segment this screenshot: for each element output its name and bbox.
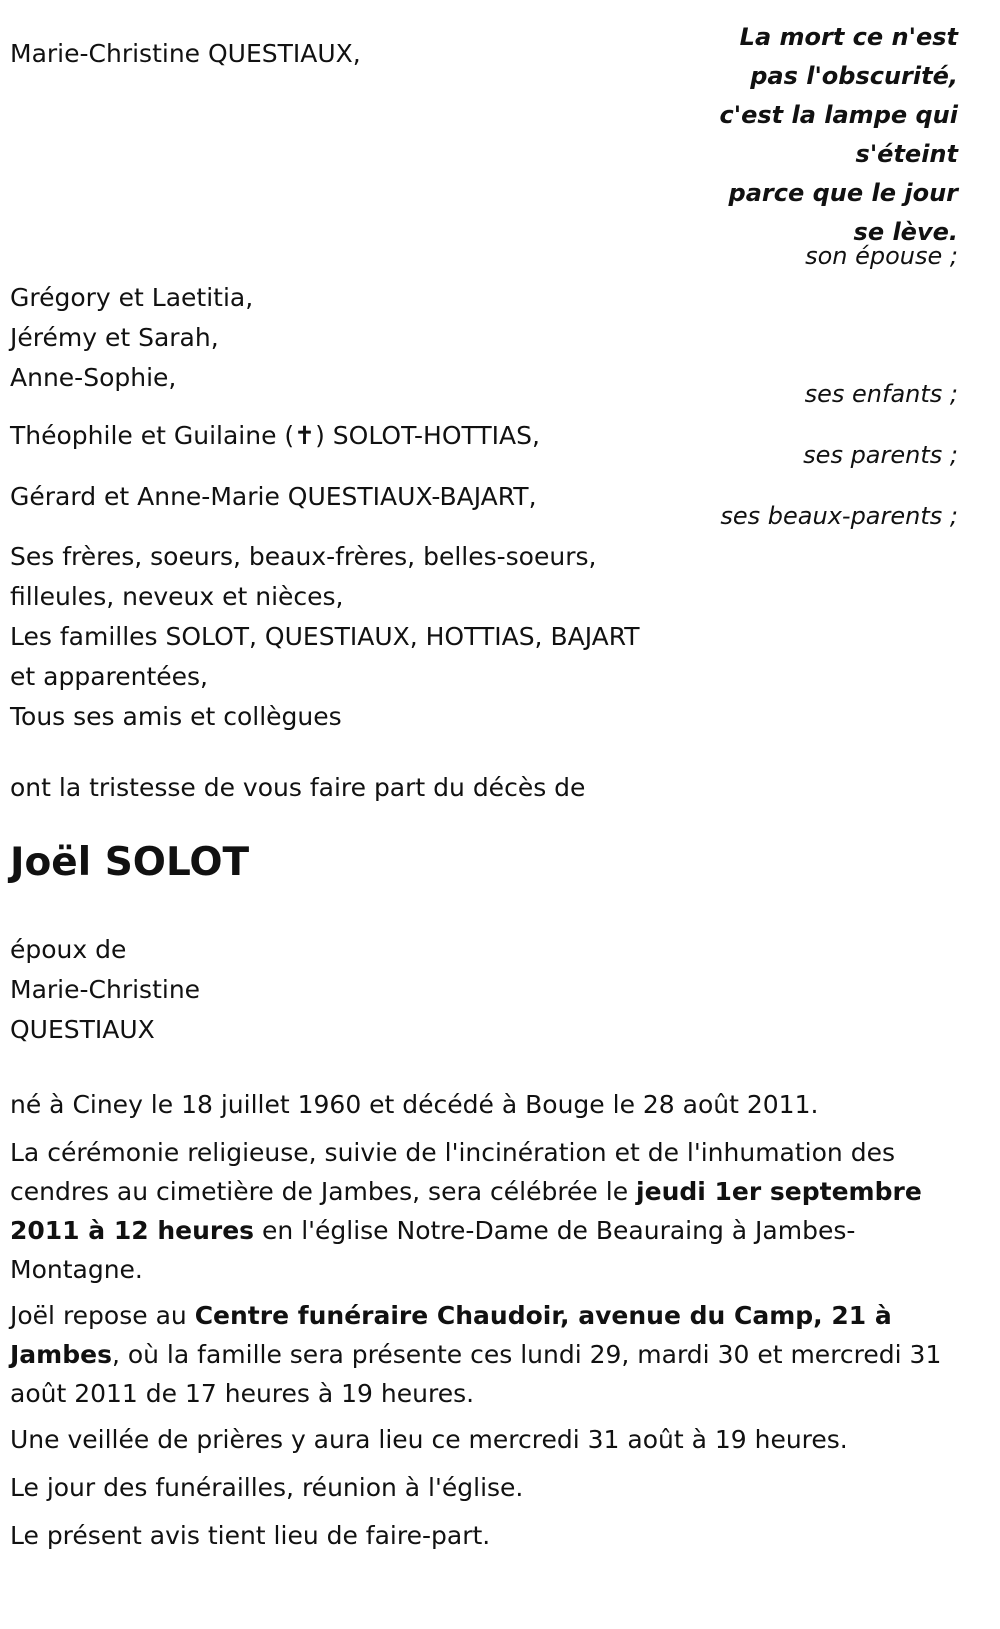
family-list — [10, 537, 640, 737]
family-line: Ses frères, soeurs, beaux-frères, belles-soeurs, — [10, 542, 597, 571]
ceremony-place: en l'église Notre-Dame de Beauraing à Jambes-Montagne. — [10, 1216, 856, 1284]
vigil: Une veillée de prières y aura lieu ce mercredi 31 août à 19 heures. — [10, 1425, 848, 1454]
parents-text: Théophile et Guilaine (✝) SOLOT-HOTTIAS, — [10, 421, 540, 450]
children-list — [10, 278, 253, 398]
announcement: ont la tristesse de vous faire part du décès de — [10, 773, 586, 802]
meeting: Le jour des funérailles, réunion à l'église. — [10, 1473, 524, 1502]
poem-line: c'est la lampe qui — [719, 101, 958, 129]
spouse-line: époux de — [10, 935, 127, 964]
poem-line: pas l'obscurité, — [750, 62, 958, 90]
child-line: Grégory et Laetitia, — [10, 283, 254, 312]
deceased-spouse — [10, 930, 200, 1050]
rest-text: Joël repose au — [10, 1301, 195, 1330]
poem-line: parce que le jour — [728, 179, 958, 207]
in-laws-relation: ses beaux-parents ; — [720, 502, 958, 530]
children-relation: ses enfants ; — [804, 380, 958, 408]
in-laws-text: Gérard et Anne-Marie QUESTIAUX-BAJART, — [10, 482, 537, 511]
spouse-line: Marie-Christine — [10, 975, 201, 1004]
rest-hours: , où la famille sera présente ces lundi 29, mardi 30 et mercredi 31 août 2011 de 17 heures à 19 heures. — [10, 1340, 942, 1408]
ceremony-paragraph — [10, 1133, 965, 1289]
spouse-relation: son épouse ; — [805, 242, 958, 270]
family-line: Tous ses amis et collègues — [10, 702, 342, 731]
poem-line: s'éteint — [855, 140, 958, 168]
deceased-name: Joël SOLOT — [10, 840, 250, 885]
ceremony-date: jeudi 1er septembre 2011 à 12 heures — [10, 1177, 922, 1245]
notice: Le présent avis tient lieu de faire-part. — [10, 1521, 491, 1550]
child-line: Anne-Sophie, — [10, 363, 177, 392]
spouse-line: QUESTIAUX — [10, 1015, 155, 1044]
rest-paragraph — [10, 1296, 965, 1413]
poem — [720, 18, 958, 252]
poem-line: La mort ce n'est — [739, 23, 958, 51]
poem-line: se lève. — [853, 218, 958, 246]
birth-death: né à Ciney le 18 juillet 1960 et décédé à Bouge le 28 août 2011. — [10, 1090, 819, 1119]
family-line: Les familles SOLOT, QUESTIAUX, HOTTIAS, BAJART — [10, 622, 640, 651]
child-line: Jérémy et Sarah, — [10, 323, 219, 352]
ceremony-text: La cérémonie religieuse, suivie de l'incinération et de l'inhumation des cendres au cimetière de Jambes, sera célébrée le — [10, 1138, 895, 1206]
spouse-name: Marie-Christine QUESTIAUX, — [10, 39, 361, 68]
family-line: et apparentées, — [10, 662, 208, 691]
rest-location: Centre funéraire Chaudoir, avenue du Camp, 21 à Jambes — [10, 1301, 892, 1369]
family-line: filleules, neveux et nièces, — [10, 582, 344, 611]
parents-relation: ses parents ; — [803, 441, 958, 469]
